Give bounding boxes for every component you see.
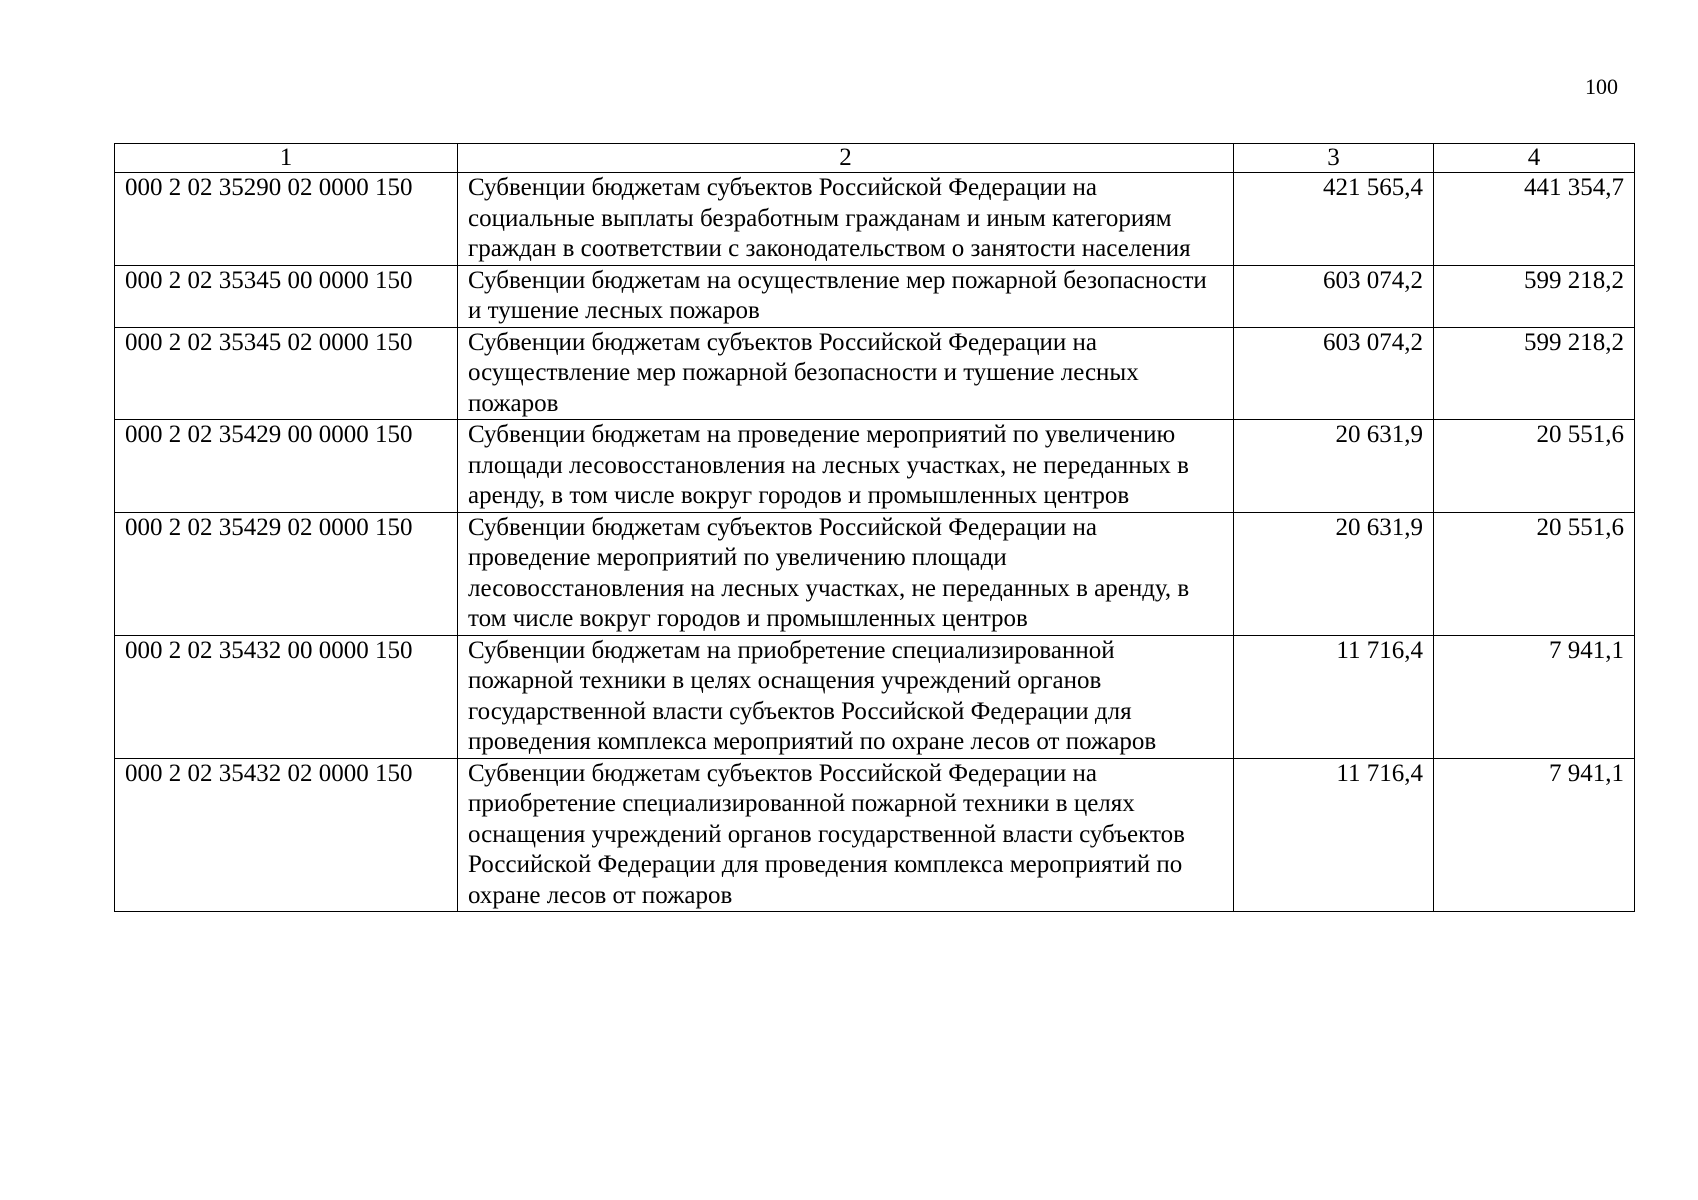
- budget-code-cell: 000 2 02 35432 00 0000 150: [115, 635, 458, 758]
- column-header-3: 3: [1234, 144, 1434, 173]
- description-cell: Субвенции бюджетам на осуществление мер пожарной безопасности и тушение лесных пожаров: [458, 265, 1234, 327]
- value-column-3-cell: 603 074,2: [1234, 265, 1434, 327]
- value-column-4-cell: 7 941,1: [1434, 635, 1635, 758]
- table-row: [115, 758, 1635, 912]
- table-row: [115, 327, 1635, 420]
- value-column-4-cell: 20 551,6: [1434, 512, 1635, 635]
- budget-code-cell: 000 2 02 35345 02 0000 150: [115, 327, 458, 420]
- table-row: [115, 512, 1635, 635]
- value-column-4-cell: 599 218,2: [1434, 265, 1635, 327]
- budget-table: [114, 143, 1635, 912]
- table-row: [115, 420, 1635, 513]
- value-column-4-cell: 441 354,7: [1434, 173, 1635, 266]
- value-column-3-cell: 603 074,2: [1234, 327, 1434, 420]
- value-column-3-cell: 421 565,4: [1234, 173, 1434, 266]
- value-column-4-cell: 7 941,1: [1434, 758, 1635, 912]
- description-cell: Субвенции бюджетам на проведение мероприятий по увеличению площади лесовосстановления на лесных участках, не переданных в аренду, в том числе вокруг городов и промышленных центров: [458, 420, 1234, 513]
- description-cell: Субвенции бюджетам субъектов Российской Федерации на приобретение специализированной пожарной техники в целях оснащения учреждений органов государственной власти субъектов Российской Федерации для проведения комплекса мероприятий по охране лесов от пожаров: [458, 758, 1234, 912]
- description-cell: Субвенции бюджетам субъектов Российской Федерации на осуществление мер пожарной безопасности и тушение лесных пожаров: [458, 327, 1234, 420]
- column-header-1: 1: [115, 144, 458, 173]
- column-header-2: 2: [458, 144, 1234, 173]
- value-column-3-cell: 20 631,9: [1234, 420, 1434, 513]
- table-row: [115, 635, 1635, 758]
- budget-code-cell: 000 2 02 35290 02 0000 150: [115, 173, 458, 266]
- value-column-3-cell: 11 716,4: [1234, 635, 1434, 758]
- description-cell: Субвенции бюджетам на приобретение специализированной пожарной техники в целях оснащения учреждений органов государственной власти субъектов Российской Федерации для проведения комплекса мероприятий по охране лесов от пожаров: [458, 635, 1234, 758]
- budget-code-cell: 000 2 02 35432 02 0000 150: [115, 758, 458, 912]
- description-cell: Субвенции бюджетам субъектов Российской Федерации на социальные выплаты безработным гражданам и иным категориям граждан в соответствии с законодательством о занятости населения: [458, 173, 1234, 266]
- value-column-4-cell: 599 218,2: [1434, 327, 1635, 420]
- table-row: [115, 265, 1635, 327]
- page-number: 100: [1585, 74, 1618, 99]
- budget-code-cell: 000 2 02 35429 02 0000 150: [115, 512, 458, 635]
- budget-code-cell: 000 2 02 35345 00 0000 150: [115, 265, 458, 327]
- table-row: [115, 173, 1635, 266]
- description-cell: Субвенции бюджетам субъектов Российской Федерации на проведение мероприятий по увеличению площади лесовосстановления на лесных участках, не переданных в аренду, в том числе вокруг городов и промышленных центров: [458, 512, 1234, 635]
- table-header-row: [115, 144, 1635, 173]
- budget-code-cell: 000 2 02 35429 00 0000 150: [115, 420, 458, 513]
- value-column-4-cell: 20 551,6: [1434, 420, 1635, 513]
- value-column-3-cell: 11 716,4: [1234, 758, 1434, 912]
- column-header-4: 4: [1434, 144, 1635, 173]
- value-column-3-cell: 20 631,9: [1234, 512, 1434, 635]
